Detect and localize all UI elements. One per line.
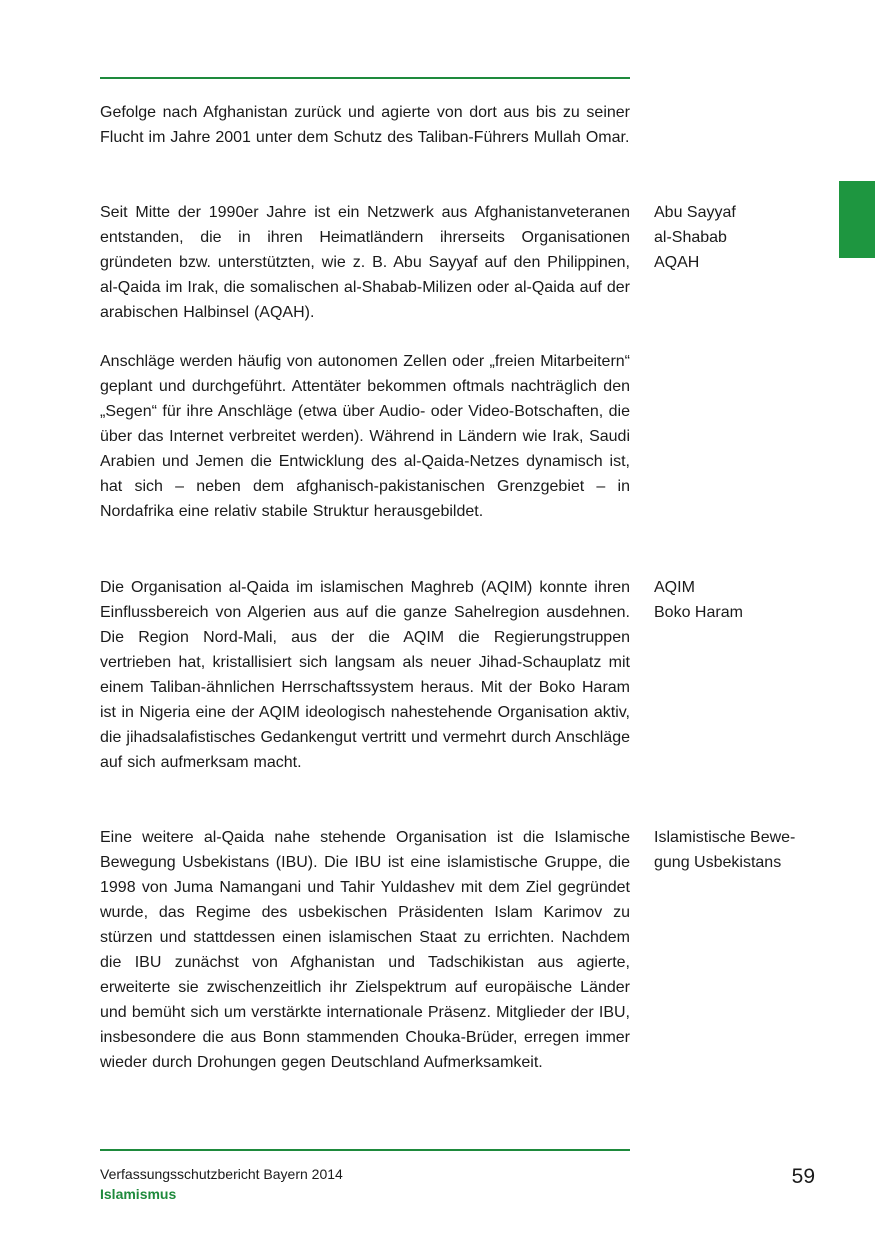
margin-note-1 [654,200,829,275]
paragraph-4: Die Organisation al-Qaida im islamischen Maghreb (AQIM) konnte ihren Einflussbereich von Algerien aus auf die ganze Sahelregion ausdehnen. Die Region Nord-Mali, aus der die AQIM die Regierungstruppen vertrieben hat, kristallisiert sich langsam als neuer Jihad-Schauplatz mit einem Taliban-ähnlichen Herrschaftssystem heraus. Mit der Boko Haram ist in Nigeria eine der AQIM ideologisch nahestehende Organisation aktiv, die jihadsalafistisches Gedankengut vertritt und vermehrt durch Anschläge auf sich aufmerksam macht. [100,579,630,771]
margin-note-line: AQAH [654,254,700,271]
margin-note-line: Abu Sayyaf [654,204,736,221]
header-rule [100,77,630,79]
margin-note-line: AQIM [654,579,695,596]
paragraph-3: Anschläge werden häufig von autonomen Zellen oder „freien Mitarbeitern“ geplant und durchgeführt. Attentäter bekommen oftmals nachträglich den „Segen“ für ihre Anschläge (etwa über Audio- oder Video-Botschaften, die über das Internet verbreitet werden). Während in Ländern wie Irak, Saudi Arabien und Jemen die Entwicklung des al-Qaida-Netzes dynamisch ist, hat sich – neben dem afghanisch-pakistanischen Grenzgebiet – in Nordafrika eine relativ stabile Struktur herausgebildet. [100,353,630,520]
margin-note-line: Islamistische Bewe- [654,829,796,846]
paragraph-2: Seit Mitte der 1990er Jahre ist ein Netzwerk aus Afghanistanveteranen entstanden, die in ihren Heimatländern ihrerseits Organisationen gründeten bzw. unterstützten, wie z. B. Abu Sayyaf auf den Philippinen, al-Qaida im Irak, die somalischen al-Shabab-Milizen oder al-Qaida auf der arabischen Halbinsel (AQAH). [100,204,630,321]
paragraph-5: Eine weitere al-Qaida nahe stehende Organisation ist die Islamische Bewegung Usbekistans (IBU). Die IBU ist eine islamistische Gruppe, die 1998 von Juma Namangani und Tahir Yuldashev mit dem Ziel gegründet wurde, das Regime des usbekischen Präsidenten Islam Karimov zu stürzen und stattdessen einen islamischen Staat zu errichten. Nachdem die IBU zunächst von Afghanistan und Tadschikistan aus agierte, erweiterte sie zwischenzeitlich ihr Zielspektrum auf europäische Länder und bemüht sich um verstärkte internationale Präsenz. Mitglieder der IBU, insbesondere die aus Bonn stammenden Chouka-Brüder, erregen immer wieder durch Drohungen gegen Deutschland Aufmerksamkeit. [100,829,630,1071]
paragraph-1: Gefolge nach Afghanistan zurück und agierte von dort aus bis zu seiner Flucht im Jahre 2001 unter dem Schutz des Taliban-Führers Mullah Omar. [100,104,630,146]
footer-rule [100,1149,630,1151]
page-number: 59 [791,1165,815,1188]
chapter-tab-marker [839,181,875,258]
margin-note-line: al-Shabab [654,229,727,246]
footer-section-name: Islamismus [100,1186,177,1202]
margin-note-2 [654,575,829,625]
margin-note-3 [654,825,829,875]
margin-note-line: Boko Haram [654,604,743,621]
footer-report-title: Verfassungsschutzbericht Bayern 2014 [100,1166,343,1182]
margin-note-line: gung Usbekistans [654,854,782,871]
